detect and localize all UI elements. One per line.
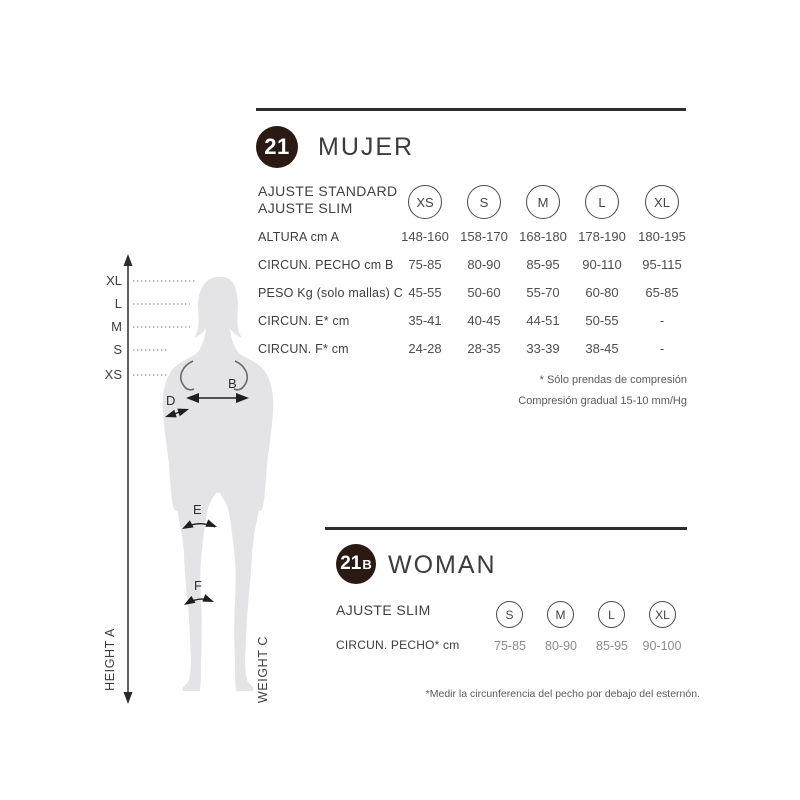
section-21b-divider [325,527,687,530]
size-circle-b-s-label: S [505,607,514,622]
cell-altura-l: 178-190 [578,229,626,244]
model-21-badge [256,126,298,168]
cell-pecho-xs: 75-85 [408,257,442,272]
size-circle-b-xl [649,601,676,628]
row-label-pecho-b: CIRCUN. PECHO* cm [336,638,460,652]
cell-peso-xl: 65-85 [645,285,679,300]
height-axis-caption: HEIGHT A [103,628,117,691]
size-circle-xs [408,185,442,219]
size-circle-b-l [598,601,625,628]
cell-altura-xs: 148-160 [401,229,449,244]
measure-label-d: D [166,393,176,408]
size-circle-l-label: L [598,194,606,210]
footnote-gradual: Compresión gradual 15-10 mm/Hg [518,395,687,407]
cell-peso-s: 50-60 [467,285,501,300]
figure-size-label-m: M [111,319,122,334]
footnote-compression: * Sólo prendas de compresión [539,374,687,386]
weight-axis-caption: WEIGHT C [256,636,270,704]
size-circle-b-m [547,601,574,628]
model-21b-badge-number: 21 [340,553,362,574]
row-label-altura: ALTURA cm A [258,230,340,244]
cell-f-s: 28-35 [467,341,501,356]
fit-slim-label-b: AJUSTE SLIM [336,602,431,618]
cell-b-pecho-m: 80-90 [545,639,577,653]
size-circle-b-xl-label: XL [655,607,670,622]
cell-altura-s: 158-170 [460,229,508,244]
cell-f-m: 33-39 [526,341,560,356]
model-21-badge-number: 21 [264,134,290,159]
cell-e-l: 50-55 [585,313,619,328]
cell-pecho-xl: 95-115 [642,257,682,272]
cell-e-m: 44-51 [526,313,560,328]
cell-e-xl: - [659,313,665,328]
cell-f-l: 38-45 [585,341,619,356]
female-silhouette [163,277,273,691]
row-label-circun-f: CIRCUN. F* cm [258,342,349,356]
cell-b-pecho-l: 85-95 [596,639,628,653]
size-circle-b-m-label: M [555,607,566,622]
cell-f-xs: 24-28 [408,341,442,356]
size-circle-m-label: M [537,194,549,210]
cell-e-xs: 35-41 [408,313,442,328]
height-axis-arrow [124,254,133,704]
section-21-title: MUJER [318,133,415,161]
cell-e-s: 40-45 [467,313,501,328]
cell-f-xl: - [659,341,665,356]
cell-pecho-l: 90-110 [582,257,622,272]
row-label-circun-e: CIRCUN. E* cm [258,314,350,328]
fit-type-labels [258,183,398,217]
size-circle-b-l-label: L [608,607,615,622]
fit-standard-label: AJUSTE STANDARD [258,183,398,199]
cell-b-pecho-s: 75-85 [494,639,526,653]
cell-peso-l: 60-80 [585,285,619,300]
size-circle-xl [645,185,679,219]
size-circle-m [526,185,560,219]
row-label-peso: PESO Kg (solo mallas) C [258,286,403,300]
measure-label-b: B [228,376,237,391]
cell-peso-xs: 45-55 [408,285,442,300]
cell-pecho-m: 85-95 [526,257,560,272]
cell-peso-m: 55-70 [526,285,560,300]
section-21-divider [256,108,686,111]
section-21b-title: WOMAN [388,551,497,579]
cell-altura-xl: 180-195 [638,229,686,244]
figure-size-label-s: S [113,342,122,357]
cell-b-pecho-xl: 90-100 [642,639,682,653]
figure-size-label-l: L [114,296,122,311]
size-circle-b-s [496,601,523,628]
figure-size-label-xs: XS [104,367,122,382]
size-circle-s [467,185,501,219]
fit-slim-label: AJUSTE SLIM [258,200,353,216]
size-circle-xs-label: XS [416,194,434,210]
figure-size-label-xl: XL [106,273,122,288]
size-circle-s-label: S [479,194,489,210]
footnote-sternum: *Medir la circunferencia del pecho por debajo del esternón. [425,688,700,700]
measure-label-e: E [193,502,202,517]
model-21b-badge-suffix: B [362,556,372,572]
model-21b-badge [336,544,376,584]
size-circle-xl-label: XL [654,194,670,210]
measure-label-f: F [194,578,202,593]
cell-pecho-s: 80-90 [467,257,501,272]
row-label-pecho: CIRCUN. PECHO cm B [258,258,394,272]
cell-altura-m: 168-180 [519,229,567,244]
size-circle-l [585,185,619,219]
